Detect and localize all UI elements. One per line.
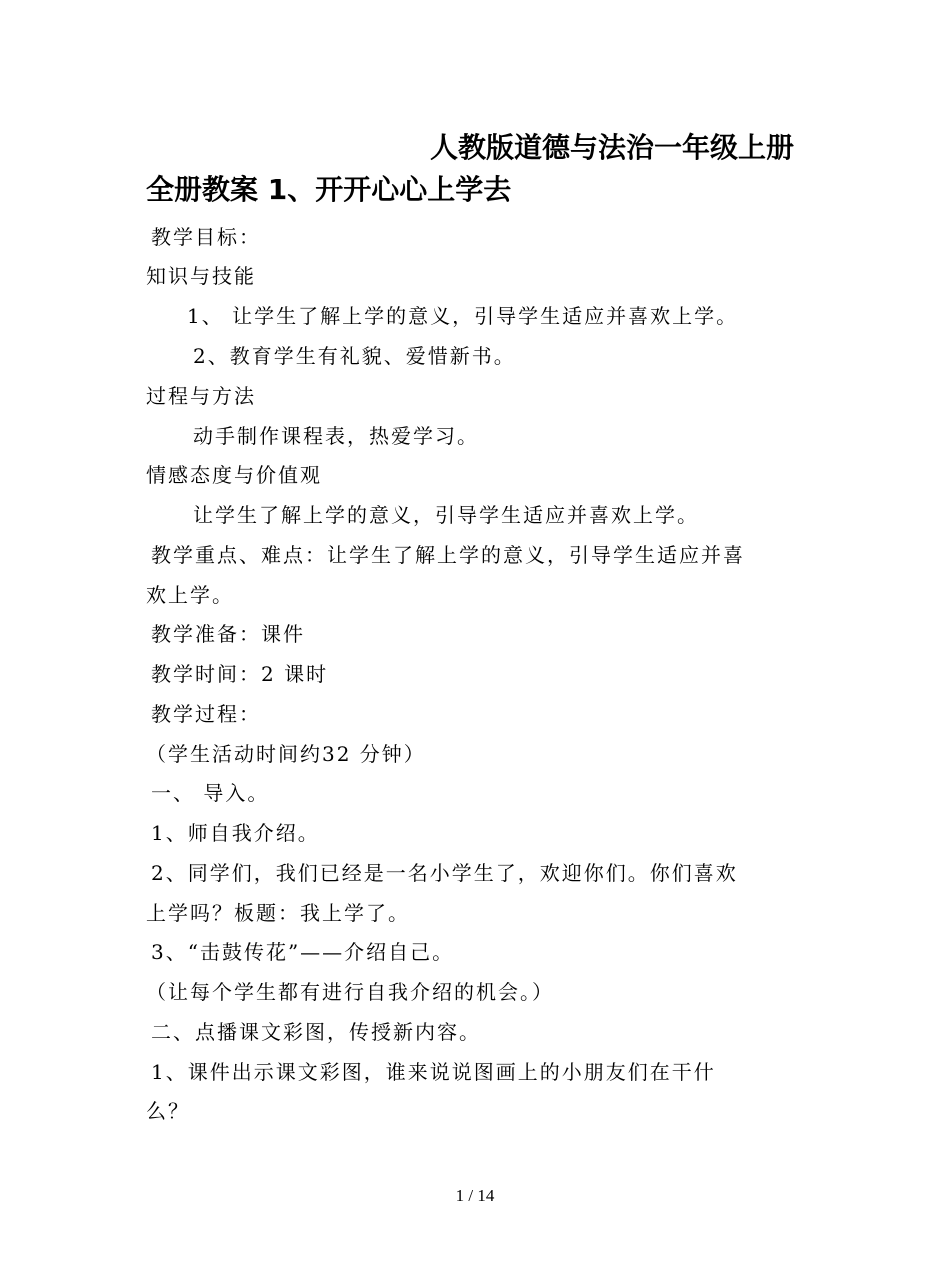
key-points-line1: 教学重点、难点：让学生了解上学的意义，引导学生适应并喜 <box>151 543 745 567</box>
document-title-line2: 全册教案 1、开开心心上学去 <box>146 173 512 206</box>
step-one-heading: 一、 导入。 <box>151 781 270 805</box>
attitude-values-text: 让学生了解上学的意义，引导学生适应并喜欢上学。 <box>193 503 699 527</box>
subheading-process-method: 过程与方法 <box>146 384 256 408</box>
step-two-heading: 二、点播课文彩图，传授新内容。 <box>151 1020 481 1044</box>
document-title-line1: 人教版道德与法治一年级上册 <box>430 131 795 164</box>
step-two-item-1-line1: 1、课件出示课文彩图，谁来说说图画上的小朋友们在干什 <box>151 1060 716 1084</box>
objective-item-1: 1、 让学生了解上学的意义，引导学生适应并喜欢上学。 <box>187 304 739 328</box>
activity-time-note: （学生活动时间约32 分钟） <box>146 742 426 766</box>
step-one-item-2-line2: 上学吗？板题：我上学了。 <box>146 901 410 925</box>
subheading-attitude-values: 情感态度与价值观 <box>146 463 322 487</box>
key-points-line2: 欢上学。 <box>146 583 234 607</box>
process-method-text: 动手制作课程表，热爱学习。 <box>193 424 479 448</box>
page-number: 1 / 14 <box>455 1186 495 1205</box>
subheading-knowledge-skills: 知识与技能 <box>146 264 256 288</box>
step-one-note: （让每个学生都有进行自我介绍的机会。） <box>146 980 554 1004</box>
section-heading-process: 教学过程： <box>151 702 261 726</box>
step-one-item-2-line1: 2、同学们，我们已经是一名小学生了，欢迎你们。你们喜欢 <box>151 861 738 885</box>
time-line: 教学时间：2 课时 <box>151 662 329 686</box>
step-one-item-3: 3、“击鼓传花”——介绍自己。 <box>151 940 455 964</box>
step-one-item-1: 1、师自我介绍。 <box>151 821 320 845</box>
section-heading-objectives: 教学目标： <box>151 225 261 249</box>
preparation-line: 教学准备：课件 <box>151 622 305 646</box>
step-two-item-1-line2: 么？ <box>146 1099 190 1123</box>
objective-item-2: 2、教育学生有礼貌、爱惜新书。 <box>193 344 516 368</box>
